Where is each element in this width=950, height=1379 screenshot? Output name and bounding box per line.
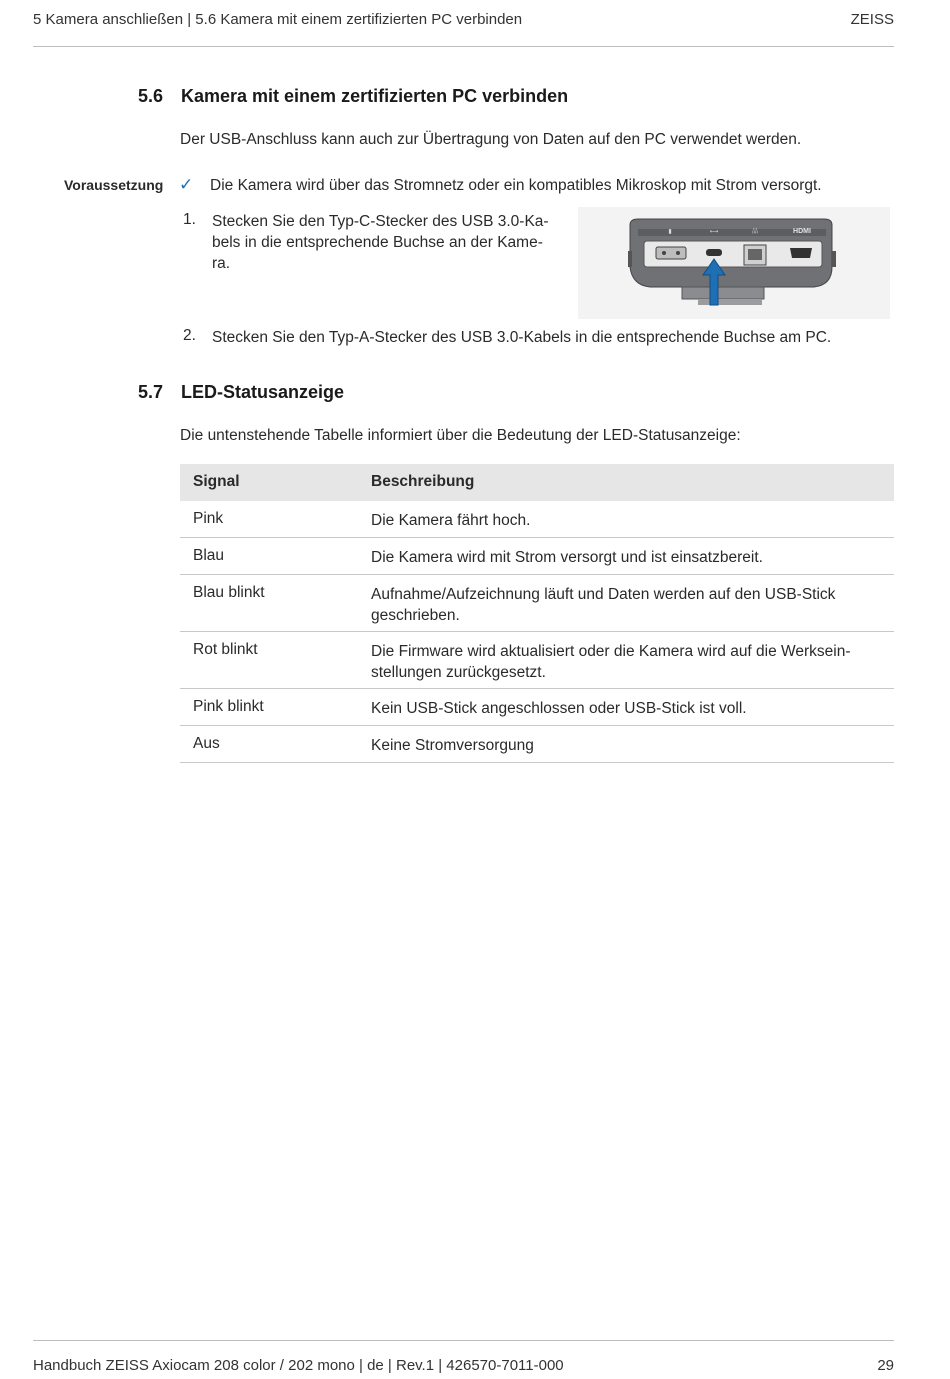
svg-text:⟷: ⟷ <box>709 229 719 235</box>
column-header-description: Beschreibung <box>371 473 475 490</box>
table-row <box>180 575 894 632</box>
description-line: stellungen zurückgesetzt. <box>371 664 546 681</box>
table-row <box>180 538 894 575</box>
table-row <box>180 501 894 538</box>
description-line: Aufnahme/Aufzeichnung läuft und Daten werden auf den USB-Stick <box>371 586 836 603</box>
signal-cell: Blau <box>193 547 225 564</box>
breadcrumb: 5 Kamera anschließen | 5.6 Kamera mit einem zertifizierten PC verbinden <box>33 11 523 28</box>
description-line: geschrieben. <box>371 607 460 624</box>
svg-text:▮: ▮ <box>668 229 672 235</box>
brand-name: ZEISS <box>850 11 894 28</box>
description-line: Keine Stromversorgung <box>371 737 534 754</box>
hdmi-label: HDMI <box>793 228 811 235</box>
description-line: Kein USB-Stick angeschlossen oder USB-Stick ist voll. <box>371 700 747 717</box>
prerequisite-text: Die Kamera wird über das Stromnetz oder ein kompatibles Mikroskop mit Strom versorgt. <box>210 177 822 194</box>
page-footer <box>33 1340 894 1379</box>
signal-cell: Blau blinkt <box>193 584 265 601</box>
signal-cell: Pink <box>193 510 224 527</box>
signal-cell: Aus <box>193 735 220 752</box>
description-cell <box>371 735 886 756</box>
section-title: LED-Statusanzeige <box>181 382 345 402</box>
section-number: 5.6 <box>138 86 164 106</box>
description-cell <box>371 641 886 683</box>
signal-cell: Rot blinkt <box>193 641 258 658</box>
description-cell <box>371 584 886 626</box>
table-header <box>180 464 894 501</box>
column-header-signal: Signal <box>193 473 240 490</box>
description-cell <box>371 547 886 568</box>
step-line: bels in die entsprechende Buchse an der Kame- <box>212 234 543 251</box>
svg-text:品: 品 <box>751 229 759 235</box>
table-intro: Die untenstehende Tabelle informiert über die Bedeutung der LED-Statusanzeige: <box>180 427 741 444</box>
step-number: 2. <box>183 327 196 344</box>
description-cell <box>371 510 886 531</box>
page-number: 29 <box>877 1357 894 1374</box>
step-text <box>212 327 902 348</box>
step-number: 1. <box>183 211 196 228</box>
step-line: ra. <box>212 255 231 272</box>
document-info: Handbuch ZEISS Axiocam 208 color / 202 mono | de | Rev.1 | 426570-7011-000 <box>33 1357 564 1374</box>
table-row <box>180 689 894 726</box>
check-icon: ✓ <box>179 175 194 194</box>
signal-cell: Pink blinkt <box>193 698 264 715</box>
description-line: Die Kamera wird mit Strom versorgt und ist einsatzbereit. <box>371 549 763 566</box>
table-row <box>180 726 894 763</box>
camera-ports-illustration <box>578 207 890 319</box>
step-line: Stecken Sie den Typ-C-Stecker des USB 3.0-Ka- <box>212 213 549 230</box>
description-cell <box>371 698 886 719</box>
step-text <box>212 211 572 274</box>
intro-paragraph: Der USB-Anschluss kann auch zur Übertragung von Daten auf den PC verwendet werden. <box>180 131 802 148</box>
led-status-table <box>180 464 894 763</box>
description-line: Die Kamera fährt hoch. <box>371 512 531 529</box>
camera-ports-figure <box>578 207 890 319</box>
prerequisite-label: Voraussetzung <box>64 177 164 193</box>
section-number: 5.7 <box>138 382 164 402</box>
section-title: Kamera mit einem zertifizierten PC verbinden <box>181 86 569 106</box>
section-heading-5-7 <box>138 382 838 406</box>
step-line: Stecken Sie den Typ-A-Stecker des USB 3.0-Kabels in die entsprechende Buchse am PC. <box>212 329 832 346</box>
page-header <box>33 8 894 47</box>
section-heading-5-6 <box>138 86 838 110</box>
description-line: Die Firmware wird aktualisiert oder die Kamera wird auf die Werksein- <box>371 643 851 660</box>
table-row <box>180 632 894 689</box>
